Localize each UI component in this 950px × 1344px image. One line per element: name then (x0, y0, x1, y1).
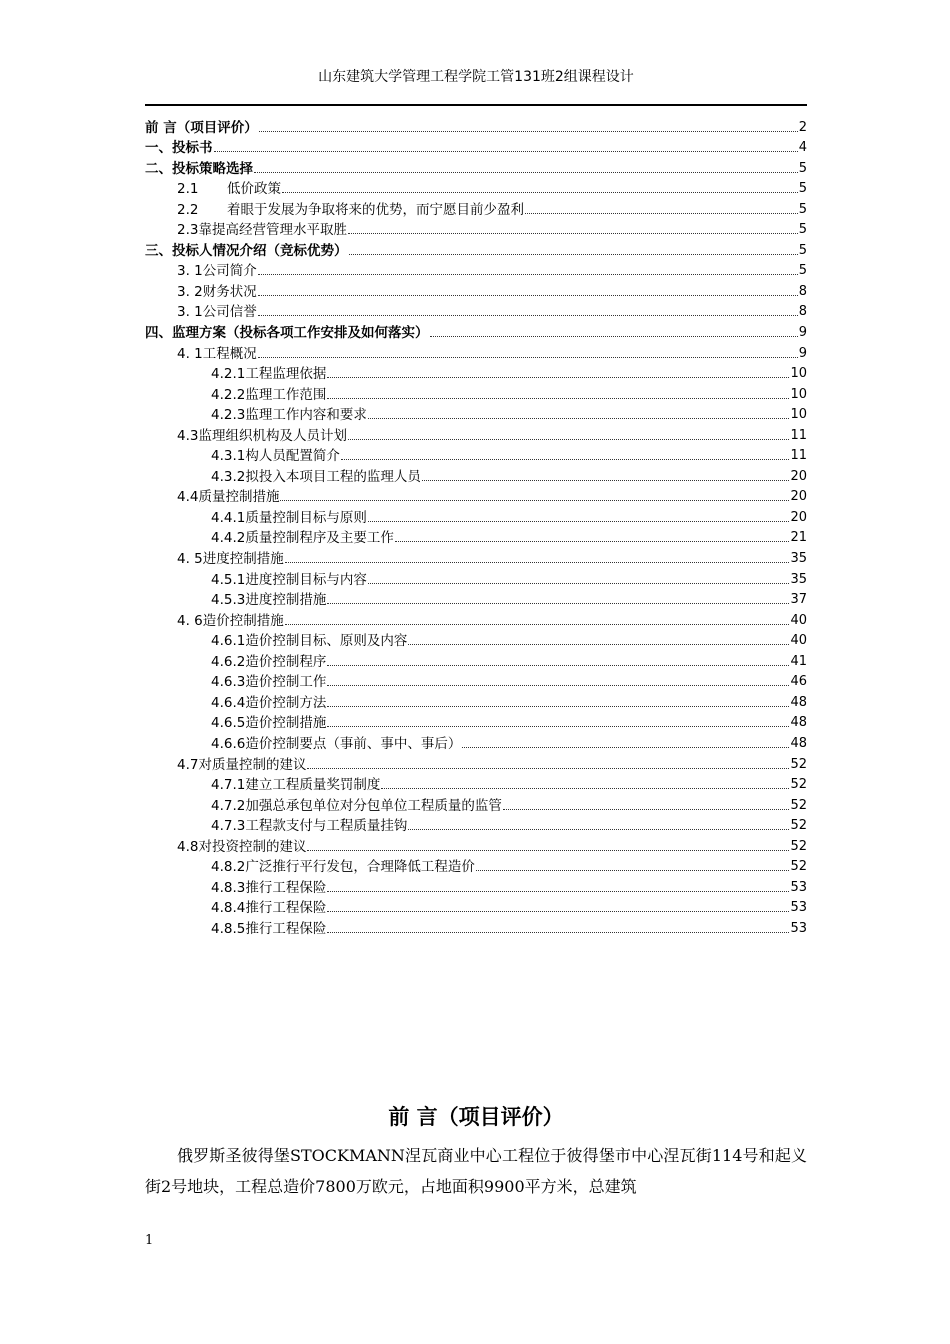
toc-entry[interactable] (145, 322, 807, 343)
toc-entry-title: 低价政策 (227, 181, 281, 198)
toc-entry-number: 4.7.2 (211, 797, 246, 814)
toc-entry-page: 48 (790, 735, 807, 751)
toc-dot-leader (254, 172, 798, 173)
toc-entry-number: 4. 1 (177, 345, 203, 362)
body-paragraph: 俄罗斯圣彼得堡STOCKMANN涅瓦商业中心工程位于彼得堡市中心涅瓦街114号和起义街2号地块，工程总造价7800万欧元，占地面积9900平方米，总建筑 (145, 1146, 807, 1196)
toc-entry-page: 52 (790, 756, 807, 772)
header-rule (145, 104, 807, 106)
toc-entry-number: 4.8 (177, 838, 199, 855)
toc-entry-title: 造价控制措施 (245, 715, 327, 732)
toc-entry-number: 4.4 (177, 489, 199, 506)
toc-entry-title: 造价控制工作 (245, 674, 327, 691)
toc-dot-leader (368, 583, 790, 584)
toc-entry[interactable] (145, 179, 807, 200)
toc-entry[interactable] (145, 590, 807, 611)
toc-entry-title: 三、投标人情况介绍（竞标优势） (145, 242, 348, 259)
toc-entry[interactable] (145, 754, 807, 775)
toc-entry-label (177, 302, 257, 322)
toc-dot-leader (349, 254, 798, 255)
toc-entry[interactable] (145, 384, 807, 405)
toc-dot-leader (503, 809, 790, 810)
toc-entry-number: 4.5.3 (211, 592, 246, 609)
toc-dot-leader (348, 233, 798, 234)
toc-entry-label (177, 282, 257, 302)
toc-dot-leader (368, 521, 790, 522)
toc-entry-number: 4.6.4 (211, 694, 246, 711)
toc-entry-number: 4.3.1 (211, 448, 246, 465)
toc-entry[interactable] (145, 425, 807, 446)
toc-dot-leader (327, 377, 789, 378)
toc-dot-leader (285, 562, 790, 563)
toc-entry[interactable] (145, 836, 807, 857)
toc-entry[interactable] (145, 857, 807, 878)
toc-entry-page: 20 (790, 468, 807, 484)
toc-entry[interactable] (145, 302, 807, 323)
toc-entry-page: 5 (798, 222, 807, 238)
toc-entry-title: 推行工程保险 (245, 920, 327, 937)
toc-entry-label (211, 898, 326, 918)
toc-entry-number: 3. 1 (177, 263, 203, 280)
toc-dot-leader (307, 850, 789, 851)
toc-dot-leader (525, 213, 798, 214)
toc-entry-title: 财务状况 (202, 283, 257, 300)
toc-entry[interactable] (145, 364, 807, 385)
toc-entry-page: 11 (790, 427, 807, 443)
toc-entry-title: 前 言（项目评价） (145, 119, 258, 136)
toc-entry-number: 4.2.1 (211, 366, 246, 383)
toc-entry-page: 48 (790, 715, 807, 731)
toc-dot-leader (327, 891, 789, 892)
toc-entry[interactable] (145, 631, 807, 652)
toc-entry-title: 拟投入本项目工程的监理人员 (245, 468, 421, 485)
toc-entry[interactable] (145, 466, 807, 487)
toc-entry-number: 4.6.2 (211, 653, 246, 670)
toc-entry-title: 着眼于发展为争取将来的优势，而宁愿目前少盈利 (227, 201, 524, 218)
toc-entry-title: 对质量控制的建议 (198, 756, 307, 773)
toc-entry-page: 53 (790, 900, 807, 916)
toc-entry-title: 公司信誉 (202, 304, 257, 321)
toc-entry-number: 3. 1 (177, 304, 203, 321)
toc-entry-number: 4.4.2 (211, 530, 246, 547)
toc-entry-label (145, 241, 348, 261)
toc-entry[interactable] (145, 610, 807, 631)
toc-entry-number: 4.3 (177, 427, 199, 444)
toc-entry-number: 4.7.3 (211, 818, 246, 835)
toc-entry-number: 4.5.1 (211, 571, 246, 588)
toc-dot-leader (327, 706, 789, 707)
toc-entry-label (145, 118, 258, 138)
toc-dot-leader (307, 768, 789, 769)
toc-entry-title: 造价控制措施 (202, 612, 284, 629)
toc-entry-number: 4.2.3 (211, 407, 246, 424)
toc-entry[interactable] (145, 775, 807, 796)
toc-entry-title: 建立工程质量奖罚制度 (245, 777, 381, 794)
toc-entry-label (145, 159, 253, 179)
toc-entry-page: 20 (790, 509, 807, 525)
toc-entry-number: 2.1 (177, 181, 199, 198)
toc-dot-leader (327, 911, 789, 912)
toc-dot-leader (395, 541, 790, 542)
toc-entry-page: 46 (790, 674, 807, 690)
toc-entry-label (211, 775, 380, 795)
toc-entry-title: 监理工作范围 (245, 386, 327, 403)
toc-entry-label (211, 878, 326, 898)
toc-entry-page: 52 (790, 777, 807, 793)
toc-entry-title: 工程款支付与工程质量挂钩 (245, 818, 408, 835)
toc-entry-title: 造价控制方法 (245, 694, 327, 711)
toc-entry-page: 5 (798, 242, 807, 258)
toc-entry-number: 2.3 (177, 222, 199, 239)
toc-entry-number: 4.7 (177, 756, 199, 773)
toc-entry[interactable] (145, 138, 807, 159)
toc-dot-leader (258, 295, 798, 296)
toc-entry-title: 一、投标书 (145, 140, 213, 157)
toc-entry-page: 4 (798, 140, 807, 156)
toc-entry-title: 质量控制目标与原则 (245, 509, 367, 526)
toc-dot-leader (327, 665, 789, 666)
toc-entry-number: 4.6.6 (211, 735, 246, 752)
toc-entry-label (211, 796, 502, 816)
toc-dot-leader (327, 398, 789, 399)
toc-entry-page: 11 (790, 448, 807, 464)
toc-entry-page: 20 (790, 489, 807, 505)
toc-entry-number: 4.8.3 (211, 879, 246, 896)
toc-entry-label (177, 549, 284, 569)
toc-dot-leader (327, 726, 789, 727)
toc-entry-label (177, 200, 524, 220)
page-number: 1 (145, 1233, 154, 1248)
toc-entry-number: 4.2.2 (211, 386, 246, 403)
toc-entry-title: 造价控制程序 (245, 653, 327, 670)
page-header: 山东建筑大学管理工程学院工管131班2组课程设计 (318, 69, 634, 85)
toc-dot-leader (462, 747, 789, 748)
toc-entry[interactable] (145, 692, 807, 713)
toc-entry-number: 3. 2 (177, 283, 203, 300)
toc-entry-page: 8 (798, 283, 807, 299)
toc-dot-leader (327, 932, 789, 933)
toc-entry-title: 构人员配置简介 (245, 448, 340, 465)
toc-entry-label (211, 446, 340, 466)
toc-entry-number: 4. 6 (177, 612, 203, 629)
toc-entry-page: 5 (798, 181, 807, 197)
toc-dot-leader (282, 192, 798, 193)
toc-entry[interactable] (145, 898, 807, 919)
toc-entry-page: 53 (790, 920, 807, 936)
toc-entry[interactable] (145, 261, 807, 282)
toc-entry-label (211, 385, 326, 405)
toc-entry-page: 5 (798, 201, 807, 217)
toc-entry-number: 4.4.1 (211, 509, 246, 526)
toc-dot-leader (259, 131, 798, 132)
toc-entry[interactable] (145, 816, 807, 837)
toc-entry-page: 52 (790, 818, 807, 834)
toc-dot-leader (258, 315, 798, 316)
toc-entry[interactable] (145, 569, 807, 590)
toc-dot-leader (430, 336, 798, 337)
toc-entry-title: 进度控制措施 (202, 551, 284, 568)
toc-dot-leader (422, 480, 790, 481)
toc-entry-page: 48 (790, 694, 807, 710)
toc-entry-label (211, 405, 367, 425)
toc-entry-label (211, 816, 407, 836)
toc-entry-number: 4.8.5 (211, 920, 246, 937)
toc-entry[interactable] (145, 220, 807, 241)
toc-entry-title: 推行工程保险 (245, 900, 327, 917)
toc-entry-page: 52 (790, 797, 807, 813)
toc-entry-page: 10 (790, 366, 807, 382)
toc-entry[interactable] (145, 446, 807, 467)
toc-entry-title: 四、监理方案（投标各项工作安排及如何落实） (145, 325, 429, 342)
toc-entry-label (177, 344, 257, 364)
toc-entry-page: 35 (790, 551, 807, 567)
toc-entry-number: 4.3.2 (211, 468, 246, 485)
toc-entry-label (177, 179, 281, 199)
toc-entry-number: 4.6.5 (211, 715, 246, 732)
toc-entry-title: 工程监理依据 (245, 366, 327, 383)
toc-entry-label (211, 672, 326, 692)
toc-entry-label (211, 364, 326, 384)
toc-entry[interactable] (145, 733, 807, 754)
toc-entry-label (177, 261, 257, 281)
toc-entry-page: 5 (798, 263, 807, 279)
toc-entry-title: 造价控制要点（事前、事中、事后） (245, 735, 462, 752)
toc-entry-page: 52 (790, 838, 807, 854)
toc-entry-title: 质量控制措施 (198, 489, 280, 506)
toc-entry-label (211, 652, 326, 672)
toc-dot-leader (258, 357, 798, 358)
toc-entry-label (211, 693, 326, 713)
toc-entry-number: 4.6.3 (211, 674, 246, 691)
toc-entry[interactable] (145, 918, 807, 939)
toc-entry-page: 8 (798, 304, 807, 320)
toc-entry-page: 10 (790, 386, 807, 402)
toc-entry-title: 广泛推行平行发包，合理降低工程造价 (245, 859, 475, 876)
section-title: 前 言（项目评价） (388, 1105, 564, 1129)
toc-entry-title: 二、投标策略选择 (145, 160, 253, 177)
toc-entry-label (211, 467, 421, 487)
toc-entry[interactable] (145, 548, 807, 569)
toc-entry-title: 造价控制目标、原则及内容 (245, 633, 408, 650)
toc-entry-title: 监理组织机构及人员计划 (198, 427, 347, 444)
toc-dot-leader (258, 274, 798, 275)
toc-entry-label (145, 138, 213, 158)
toc-entry[interactable] (145, 281, 807, 302)
toc-dot-leader (327, 603, 789, 604)
toc-entry-page: 40 (790, 612, 807, 628)
toc-entry-title: 进度控制措施 (245, 592, 327, 609)
toc-entry-title: 监理工作内容和要求 (245, 407, 367, 424)
toc-entry-label (211, 570, 367, 590)
toc-entry-title: 公司简介 (202, 263, 257, 280)
table-of-contents (145, 117, 807, 939)
toc-entry[interactable] (145, 528, 807, 549)
toc-entry-label (211, 528, 394, 548)
toc-entry[interactable] (145, 795, 807, 816)
toc-entry-title: 进度控制目标与内容 (245, 571, 367, 588)
toc-entry-page: 52 (790, 859, 807, 875)
toc-dot-leader (381, 788, 789, 789)
toc-entry-title: 质量控制程序及主要工作 (245, 530, 394, 547)
toc-entry-label (177, 611, 284, 631)
toc-entry[interactable] (145, 713, 807, 734)
toc-entry-page: 53 (790, 879, 807, 895)
toc-entry-label (177, 426, 347, 446)
toc-entry-label (177, 487, 279, 507)
toc-entry-page: 35 (790, 571, 807, 587)
toc-entry[interactable] (145, 199, 807, 220)
toc-dot-leader (327, 685, 789, 686)
toc-entry-number: 4.8.2 (211, 859, 246, 876)
toc-entry-number: 4. 5 (177, 551, 203, 568)
toc-dot-leader (285, 624, 790, 625)
toc-entry[interactable] (145, 158, 807, 179)
toc-entry-page: 40 (790, 633, 807, 649)
toc-entry-number: 4.8.4 (211, 900, 246, 917)
toc-entry-page: 37 (790, 592, 807, 608)
toc-entry-page: 21 (790, 530, 807, 546)
toc-entry-page: 2 (798, 119, 807, 135)
toc-dot-leader (476, 870, 790, 871)
toc-entry[interactable] (145, 240, 807, 261)
toc-entry-title: 加强总承包单位对分包单位工程质量的监管 (245, 797, 502, 814)
toc-entry-label (211, 713, 326, 733)
toc-dot-leader (408, 829, 789, 830)
toc-entry[interactable] (145, 117, 807, 138)
toc-dot-leader (214, 151, 798, 152)
toc-entry-label (211, 631, 407, 651)
toc-entry-label (145, 323, 429, 343)
toc-dot-leader (408, 644, 789, 645)
toc-entry[interactable] (145, 651, 807, 672)
toc-entry-number: 4.7.1 (211, 777, 246, 794)
toc-entry[interactable] (145, 343, 807, 364)
toc-entry-title: 推行工程保险 (245, 879, 327, 896)
toc-entry[interactable] (145, 507, 807, 528)
toc-entry[interactable] (145, 672, 807, 693)
toc-dot-leader (368, 418, 790, 419)
toc-entry-page: 5 (798, 160, 807, 176)
toc-entry-label (177, 755, 306, 775)
toc-entry-label (177, 220, 347, 240)
toc-entry-title: 靠提高经营管理水平取胜 (198, 222, 347, 239)
toc-entry-label (211, 734, 461, 754)
toc-entry-page: 9 (798, 325, 807, 341)
toc-entry-label (211, 508, 367, 528)
toc-entry-page: 41 (790, 653, 807, 669)
toc-entry-label (177, 837, 306, 857)
toc-dot-leader (341, 459, 790, 460)
toc-entry-label (211, 919, 326, 939)
toc-entry-label (211, 857, 475, 877)
toc-dot-leader (348, 439, 789, 440)
toc-entry-number: 2.2 (177, 201, 199, 218)
toc-dot-leader (280, 500, 789, 501)
toc-entry[interactable] (145, 487, 807, 508)
toc-entry-label (211, 590, 326, 610)
toc-entry-number: 4.6.1 (211, 633, 246, 650)
toc-entry-page: 9 (798, 345, 807, 361)
toc-entry[interactable] (145, 877, 807, 898)
toc-entry-page: 10 (790, 407, 807, 423)
toc-entry[interactable] (145, 405, 807, 426)
toc-entry-title: 工程概况 (202, 345, 257, 362)
toc-entry-title: 对投资控制的建议 (198, 838, 307, 855)
